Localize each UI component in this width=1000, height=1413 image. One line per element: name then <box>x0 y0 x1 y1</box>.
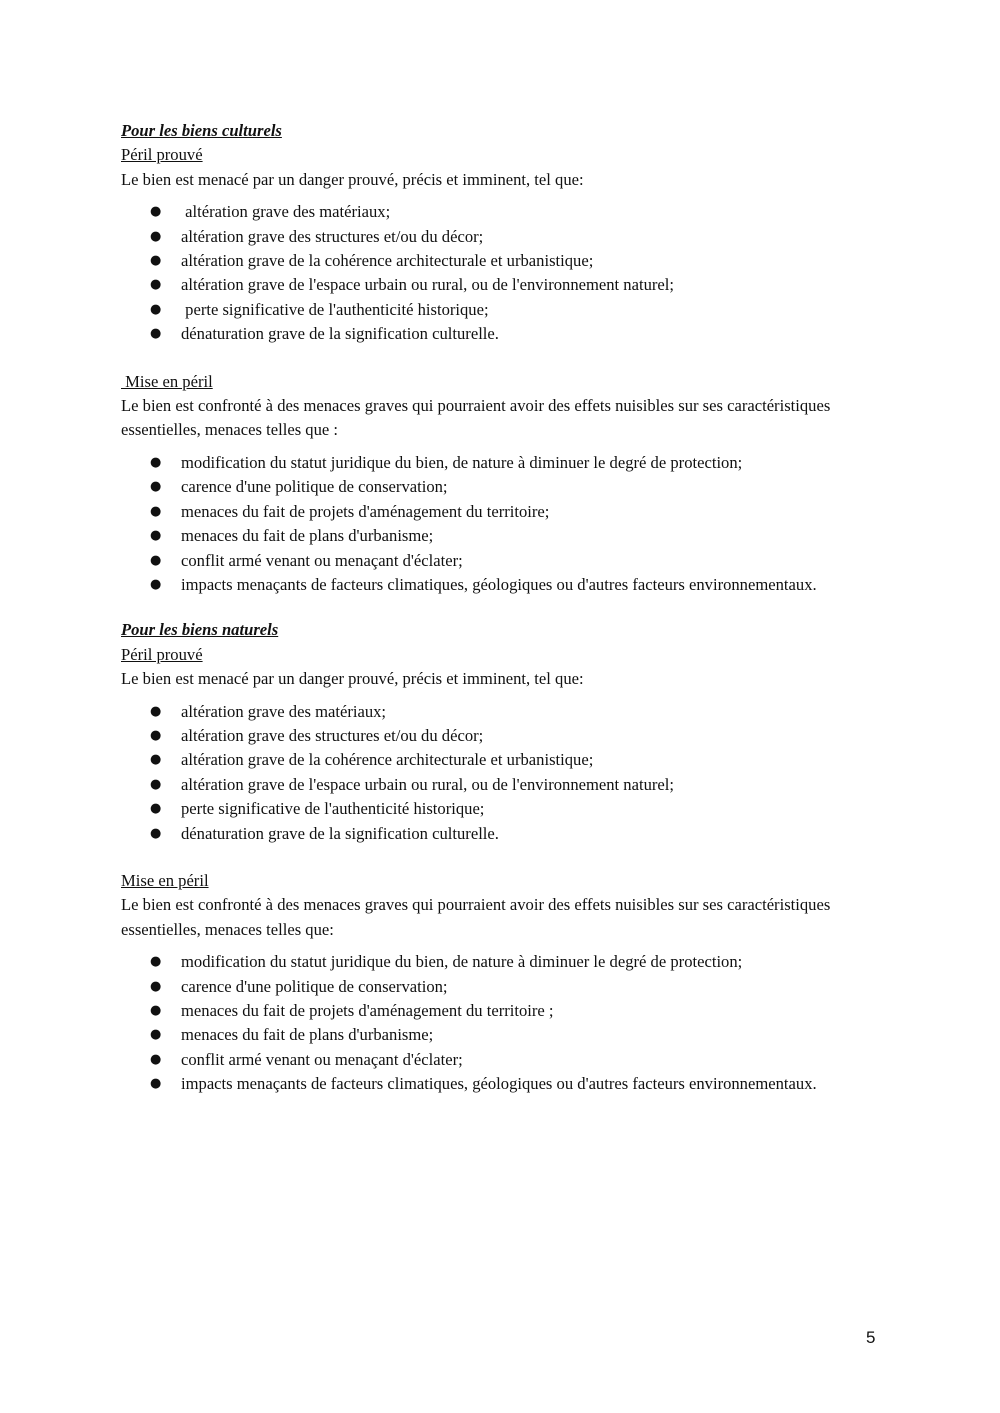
list-item <box>121 1023 881 1047</box>
list-item-text: impacts menaçants de facteurs climatiques, géologiques ou d'autres facteurs environnementaux. <box>181 574 817 594</box>
bullet-icon: ● <box>150 776 162 792</box>
list-item <box>121 1048 881 1072</box>
bullet-icon: ● <box>150 1027 162 1043</box>
bullet-icon: ● <box>150 528 162 544</box>
bullet-list <box>121 700 881 846</box>
list-item <box>121 999 881 1023</box>
block-spacer <box>121 846 881 869</box>
section-spacer <box>121 597 881 618</box>
bullet-icon: ● <box>150 204 162 220</box>
list-item <box>121 748 881 772</box>
bullet-icon: ● <box>150 479 162 495</box>
list-item-text: conflit armé venant ou menaçant d'éclater; <box>181 1049 463 1069</box>
list-item-text: menaces du fait de projets d'aménagement du territoire; <box>181 501 550 521</box>
list-item-text: carence d'une politique de conservation; <box>181 976 448 996</box>
list-item <box>121 249 881 273</box>
list-item <box>121 225 881 249</box>
list-item-text: menaces du fait de plans d'urbanisme; <box>181 526 434 546</box>
list-item <box>121 273 881 297</box>
bullet-icon: ● <box>150 253 162 269</box>
block-subtitle: Péril prouvé <box>121 644 203 664</box>
bullet-icon: ● <box>150 454 162 470</box>
list-item-text: dénaturation grave de la signification culturelle. <box>181 324 499 344</box>
list-item-text: altération grave des structures et/ou du décor; <box>181 725 484 745</box>
list-item <box>121 200 881 224</box>
list-item-text: menaces du fait de projets d'aménagement du territoire ; <box>181 1001 554 1020</box>
bullet-icon: ● <box>150 503 162 519</box>
bullet-icon: ● <box>150 727 162 743</box>
list-item-text: impacts menaçants de facteurs climatiques, géologiques ou d'autres facteurs environnementaux. <box>181 1074 817 1094</box>
list-item-text: carence d'une politique de conservation; <box>181 477 448 497</box>
bullet-icon: ● <box>150 825 162 841</box>
list-item-text: conflit armé venant ou menaçant d'éclater; <box>181 550 463 570</box>
block-intro: Le bien est confronté à des menaces graves qui pourraient avoir des effets nuisibles sur ses caractéristiques essentielles, menaces telles que : <box>121 396 831 440</box>
list-item <box>121 822 881 846</box>
list-item <box>121 298 881 322</box>
block-intro: Le bien est menacé par un danger prouvé, précis et imminent, tel que: <box>121 169 584 189</box>
list-item <box>121 700 881 724</box>
list-item <box>121 950 881 974</box>
list-item-text: altération grave des matériaux; <box>181 701 387 721</box>
block-intro: Le bien est menacé par un danger prouvé, précis et imminent, tel que: <box>121 669 584 689</box>
list-item <box>121 322 881 346</box>
bullet-icon: ● <box>150 228 162 244</box>
list-item-text: modification du statut juridique du bien, de nature à diminuer le degré de protection; <box>181 952 743 972</box>
list-item-text: dénaturation grave de la signification culturelle. <box>181 823 499 843</box>
bullet-icon: ● <box>150 954 162 970</box>
list-item-text: menaces du fait de plans d'urbanisme; <box>181 1025 434 1045</box>
block-intro: Le bien est confronté à des menaces graves qui pourraient avoir des effets nuisibles sur ses caractéristiques essentielles, menaces telles que: <box>121 895 831 939</box>
bullet-list <box>121 200 881 346</box>
list-item <box>121 1072 881 1096</box>
bullet-icon: ● <box>150 1051 162 1067</box>
bullet-icon: ● <box>150 801 162 817</box>
list-item <box>121 724 881 748</box>
list-item <box>121 773 881 797</box>
list-item <box>121 451 881 475</box>
block-spacer <box>121 347 881 370</box>
bullet-icon: ● <box>150 552 162 568</box>
list-item <box>121 524 881 548</box>
bullet-icon: ● <box>150 277 162 293</box>
block-subtitle: Péril prouvé <box>121 145 203 165</box>
list-item <box>121 475 881 499</box>
list-item-text: altération grave des matériaux; <box>181 202 391 222</box>
list-item-text: altération grave de la cohérence architecturale et urbanistique; <box>181 251 594 271</box>
block-subtitle: Mise en péril <box>121 870 209 890</box>
bullet-icon: ● <box>150 301 162 317</box>
block-subtitle: Mise en péril <box>121 371 213 391</box>
list-item-text: altération grave de la cohérence architecturale et urbanistique; <box>181 750 594 770</box>
list-item-text: altération grave de l'espace urbain ou rural, ou de l'environnement naturel; <box>181 275 674 295</box>
bullet-icon: ● <box>150 703 162 719</box>
bullet-list <box>121 451 881 597</box>
bullet-icon: ● <box>150 1003 162 1018</box>
list-item <box>121 549 881 573</box>
list-item-text: altération grave des structures et/ou du décor; <box>181 226 484 246</box>
bullet-list <box>121 950 881 1096</box>
bullet-icon: ● <box>150 326 162 342</box>
list-item <box>121 500 881 524</box>
list-item <box>121 975 881 999</box>
list-item-text: modification du statut juridique du bien, de nature à diminuer le degré de protection; <box>181 452 743 472</box>
bullet-icon: ● <box>150 978 162 994</box>
list-item <box>121 797 881 821</box>
bullet-icon: ● <box>150 752 162 768</box>
bullet-icon: ● <box>150 1076 162 1092</box>
section-title: Pour les biens culturels <box>121 121 282 140</box>
list-item-text: perte significative de l'authenticité historique; <box>181 299 489 319</box>
list-item-text: perte significative de l'authenticité historique; <box>181 799 485 819</box>
bullet-icon: ● <box>150 576 162 592</box>
section-title: Pour les biens naturels <box>121 620 279 640</box>
page-number: 5 <box>866 1328 876 1347</box>
document-page <box>121 119 881 1097</box>
list-item-text: altération grave de l'espace urbain ou rural, ou de l'environnement naturel; <box>181 774 674 794</box>
list-item <box>121 573 881 597</box>
